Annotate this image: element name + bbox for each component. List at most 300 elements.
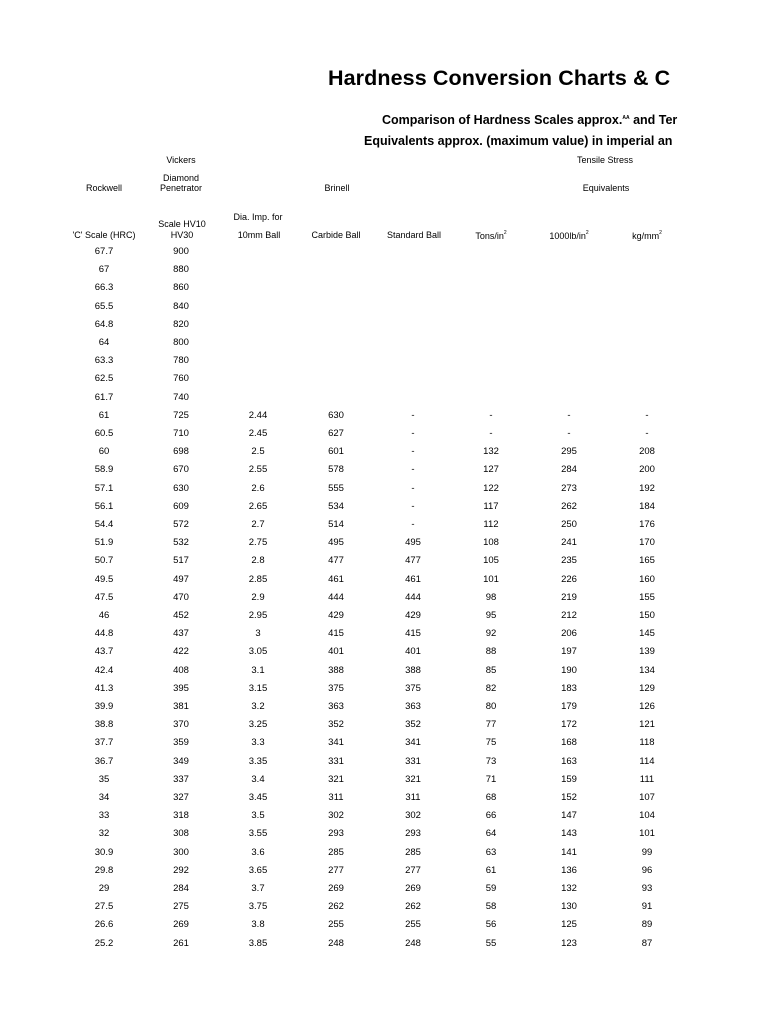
cell-tons: 88 bbox=[485, 646, 497, 658]
table-row bbox=[0, 756, 686, 774]
cell-standard-ball: 429 bbox=[405, 610, 421, 621]
cell-hv: 760 bbox=[173, 373, 189, 385]
cell-hrc: 27.5 bbox=[94, 901, 114, 913]
cell-hv: 349 bbox=[173, 755, 189, 767]
cell-hrc: 57.1 bbox=[94, 482, 114, 494]
cell-kg: 208 bbox=[639, 446, 655, 458]
table-row bbox=[0, 337, 686, 355]
table-row bbox=[0, 938, 686, 956]
cell-dia-imp: 3.35 bbox=[248, 755, 268, 767]
cell-kg: - bbox=[645, 409, 649, 421]
cell-standard-ball: 477 bbox=[405, 555, 421, 567]
cell-kg: 93 bbox=[641, 883, 653, 894]
cell-hrc: 26.6 bbox=[94, 919, 114, 931]
cell-standard-ball: 248 bbox=[405, 937, 421, 949]
cell-dia-imp: 3.8 bbox=[251, 919, 265, 931]
header-equivalents: Equivalents bbox=[582, 183, 630, 193]
cell-hrc: 61.7 bbox=[94, 391, 114, 403]
cell-klb: 159 bbox=[561, 773, 577, 785]
header-dia-imp: Dia. Imp. for bbox=[233, 212, 283, 222]
cell-kg: 170 bbox=[639, 537, 655, 549]
cell-klb: 262 bbox=[561, 500, 577, 512]
table-row bbox=[0, 483, 686, 501]
cell-klb: 226 bbox=[561, 573, 577, 585]
cell-hrc: 54.4 bbox=[94, 519, 114, 530]
cell-carbide-ball: 555 bbox=[328, 482, 344, 494]
cell-tons: 68 bbox=[485, 792, 497, 803]
cell-dia-imp: 2.8 bbox=[251, 555, 265, 567]
cell-carbide-ball: 534 bbox=[328, 500, 344, 512]
cell-dia-imp: 3.55 bbox=[248, 828, 268, 840]
cell-tons: 73 bbox=[485, 755, 497, 767]
cell-standard-ball: 341 bbox=[405, 737, 421, 749]
cell-standard-ball: 277 bbox=[405, 864, 421, 876]
cell-klb: 143 bbox=[561, 828, 577, 840]
cell-hv: 470 bbox=[173, 591, 189, 603]
cell-klb: 183 bbox=[561, 682, 577, 694]
cell-kg: 91 bbox=[641, 901, 653, 913]
cell-carbide-ball: 352 bbox=[328, 719, 344, 731]
cell-hv: 381 bbox=[173, 701, 189, 712]
header-c-scale: 'C' Scale (HRC) bbox=[72, 230, 136, 240]
cell-hv: 327 bbox=[173, 792, 189, 803]
cell-kg: 129 bbox=[639, 682, 655, 694]
cell-standard-ball: 352 bbox=[405, 719, 421, 731]
cell-dia-imp: 3.4 bbox=[251, 773, 265, 785]
cell-klb: 235 bbox=[561, 555, 577, 567]
cell-hrc: 36.7 bbox=[94, 755, 114, 767]
table-row bbox=[0, 847, 686, 865]
cell-carbide-ball: 248 bbox=[328, 937, 344, 949]
cell-hv: 292 bbox=[173, 864, 189, 876]
cell-standard-ball: 311 bbox=[405, 792, 421, 803]
cell-hv: 261 bbox=[173, 937, 189, 949]
cell-tons: 85 bbox=[485, 664, 497, 676]
table-row bbox=[0, 428, 686, 446]
subtitle-comparison-text: Comparison of Hardness Scales approx. bbox=[382, 113, 623, 127]
cell-dia-imp: 2.44 bbox=[248, 409, 268, 421]
cell-hv: 517 bbox=[173, 555, 189, 567]
cell-tons: 132 bbox=[483, 446, 499, 458]
cell-hv: 408 bbox=[173, 664, 189, 676]
cell-dia-imp: 2.75 bbox=[248, 537, 268, 549]
cell-dia-imp: 3.45 bbox=[248, 792, 268, 803]
cell-klb: 219 bbox=[561, 591, 577, 603]
cell-carbide-ball: 269 bbox=[328, 883, 344, 894]
cell-klb: 241 bbox=[561, 537, 577, 549]
cell-tons: 82 bbox=[485, 682, 497, 694]
header-vickers: Vickers bbox=[166, 155, 196, 165]
cell-dia-imp: 3.2 bbox=[251, 701, 265, 712]
cell-standard-ball: 331 bbox=[405, 755, 421, 767]
header-rockwell: Rockwell bbox=[85, 183, 123, 193]
cell-standard-ball: 495 bbox=[405, 537, 421, 549]
cell-hrc: 50.7 bbox=[94, 555, 114, 567]
cell-hrc: 32 bbox=[98, 828, 110, 840]
header-penetrator: Penetrator bbox=[159, 183, 203, 193]
table-row bbox=[0, 610, 686, 628]
cell-tons: 61 bbox=[485, 864, 497, 876]
cell-kg: 114 bbox=[639, 755, 655, 767]
cell-hv: 820 bbox=[173, 318, 189, 330]
cell-kg: 126 bbox=[639, 701, 655, 712]
table-row bbox=[0, 319, 686, 337]
cell-carbide-ball: 285 bbox=[328, 846, 344, 858]
cell-tons: - bbox=[489, 428, 493, 439]
cell-hrc: 25.2 bbox=[94, 937, 114, 949]
cell-carbide-ball: 578 bbox=[328, 464, 344, 476]
cell-klb: 132 bbox=[561, 883, 577, 894]
cell-hv: 370 bbox=[173, 719, 189, 731]
cell-kg: 145 bbox=[639, 628, 655, 640]
cell-hv: 780 bbox=[173, 355, 189, 367]
cell-kg: 160 bbox=[639, 573, 655, 585]
table-row bbox=[0, 464, 686, 482]
cell-klb: 152 bbox=[561, 792, 577, 803]
table-row bbox=[0, 646, 686, 664]
cell-dia-imp: 2.95 bbox=[248, 610, 268, 621]
cell-tons: - bbox=[489, 409, 493, 421]
cell-tons: 63 bbox=[485, 846, 497, 858]
cell-standard-ball: - bbox=[411, 428, 415, 439]
cell-carbide-ball: 627 bbox=[328, 428, 344, 439]
table-row bbox=[0, 537, 686, 555]
cell-kg: 107 bbox=[639, 792, 655, 803]
header-tensile-stress: Tensile Stress bbox=[576, 155, 634, 165]
table-row bbox=[0, 683, 686, 701]
cell-klb: 197 bbox=[561, 646, 577, 658]
cell-hrc: 63.3 bbox=[94, 355, 114, 367]
cell-klb: 141 bbox=[561, 846, 577, 858]
cell-hrc: 44.8 bbox=[94, 628, 114, 640]
cell-klb: 163 bbox=[561, 755, 577, 767]
cell-hrc: 42.4 bbox=[94, 664, 114, 676]
cell-klb: 190 bbox=[561, 664, 577, 676]
cell-standard-ball: 262 bbox=[405, 901, 421, 913]
table-row bbox=[0, 301, 686, 319]
cell-hv: 275 bbox=[173, 901, 189, 913]
cell-standard-ball: - bbox=[411, 500, 415, 512]
header-tons bbox=[475, 230, 506, 241]
cell-hv: 800 bbox=[173, 337, 189, 348]
cell-standard-ball: 388 bbox=[405, 664, 421, 676]
cell-carbide-ball: 331 bbox=[328, 755, 344, 767]
cell-carbide-ball: 302 bbox=[328, 810, 344, 822]
table-row bbox=[0, 774, 686, 792]
cell-hv: 395 bbox=[173, 682, 189, 694]
table-row bbox=[0, 828, 686, 846]
cell-tons: 75 bbox=[485, 737, 497, 749]
cell-dia-imp: 3.1 bbox=[251, 664, 265, 676]
cell-klb: 136 bbox=[561, 864, 577, 876]
cell-carbide-ball: 341 bbox=[328, 737, 344, 749]
cell-hv: 284 bbox=[173, 883, 189, 894]
header-1000lb bbox=[549, 230, 588, 241]
header-scale-hv10: Scale HV10 bbox=[158, 219, 206, 229]
cell-hv: 308 bbox=[173, 828, 189, 840]
subtitle-comparison-superscript: AA bbox=[622, 115, 630, 121]
cell-hv: 497 bbox=[173, 573, 189, 585]
cell-carbide-ball: 514 bbox=[328, 519, 344, 530]
cell-dia-imp: 3.25 bbox=[248, 719, 268, 731]
cell-dia-imp: 2.6 bbox=[251, 482, 265, 494]
cell-kg: 139 bbox=[639, 646, 655, 658]
cell-standard-ball: - bbox=[411, 409, 415, 421]
cell-carbide-ball: 255 bbox=[328, 919, 344, 931]
table-row bbox=[0, 901, 686, 919]
cell-hv: 318 bbox=[173, 810, 189, 822]
header-tons-superscript: 2 bbox=[503, 230, 507, 236]
cell-standard-ball: 255 bbox=[405, 919, 421, 931]
cell-hrc: 51.9 bbox=[94, 537, 114, 549]
cell-hrc: 29.8 bbox=[94, 864, 114, 876]
cell-hrc: 60.5 bbox=[94, 428, 114, 439]
subtitle-comparison bbox=[382, 113, 677, 127]
cell-tons: 71 bbox=[485, 773, 497, 785]
cell-kg: 111 bbox=[639, 773, 655, 785]
subtitle-equivalents: Equivalents approx. (maximum value) in imperial an bbox=[364, 134, 673, 148]
cell-dia-imp: 2.9 bbox=[251, 591, 265, 603]
cell-hv: 532 bbox=[173, 537, 189, 549]
cell-hrc: 49.5 bbox=[94, 573, 114, 585]
cell-hrc: 67 bbox=[98, 264, 110, 276]
cell-dia-imp: 3.6 bbox=[251, 846, 265, 858]
cell-hv: 840 bbox=[173, 300, 189, 312]
cell-tons: 122 bbox=[483, 482, 499, 494]
cell-hrc: 67.7 bbox=[94, 246, 114, 257]
table-row bbox=[0, 919, 686, 937]
cell-tons: 77 bbox=[485, 719, 497, 731]
cell-klb: 250 bbox=[561, 519, 577, 530]
cell-kg: 87 bbox=[641, 937, 653, 949]
cell-hv: 630 bbox=[173, 482, 189, 494]
table-row bbox=[0, 719, 686, 737]
cell-standard-ball: 401 bbox=[405, 646, 421, 658]
cell-dia-imp: 3.85 bbox=[248, 937, 268, 949]
cell-tons: 59 bbox=[485, 883, 497, 894]
cell-carbide-ball: 388 bbox=[328, 664, 344, 676]
cell-carbide-ball: 444 bbox=[328, 591, 344, 603]
table-row bbox=[0, 810, 686, 828]
cell-dia-imp: 2.5 bbox=[251, 446, 265, 458]
table-row bbox=[0, 446, 686, 464]
cell-hrc: 61 bbox=[98, 409, 110, 421]
header-brinell: Brinell bbox=[324, 183, 350, 193]
cell-standard-ball: 363 bbox=[405, 701, 421, 712]
cell-klb: 273 bbox=[561, 482, 577, 494]
subtitle-comparison-tail: and Ter bbox=[629, 113, 678, 127]
table-row bbox=[0, 883, 686, 901]
cell-kg: 200 bbox=[639, 464, 655, 476]
header-diamond: Diamond bbox=[162, 173, 200, 183]
cell-kg: 155 bbox=[639, 591, 655, 603]
header-1000lb-text: 1000lb/in bbox=[549, 231, 586, 241]
cell-hrc: 33 bbox=[98, 810, 110, 822]
cell-tons: 105 bbox=[483, 555, 499, 567]
cell-hrc: 65.5 bbox=[94, 300, 114, 312]
cell-carbide-ball: 461 bbox=[328, 573, 344, 585]
table-row bbox=[0, 373, 686, 391]
cell-standard-ball: 415 bbox=[405, 628, 421, 640]
cell-tons: 101 bbox=[483, 573, 499, 585]
cell-carbide-ball: 401 bbox=[328, 646, 344, 658]
cell-hv: 698 bbox=[173, 446, 189, 458]
cell-tons: 108 bbox=[483, 537, 499, 549]
cell-hv: 422 bbox=[173, 646, 189, 658]
cell-kg: 176 bbox=[639, 519, 655, 530]
cell-carbide-ball: 415 bbox=[328, 628, 344, 640]
cell-standard-ball: 444 bbox=[405, 591, 421, 603]
cell-dia-imp: 3.7 bbox=[251, 883, 265, 894]
cell-hv: 437 bbox=[173, 628, 189, 640]
page-title: Hardness Conversion Charts & C bbox=[328, 66, 671, 90]
cell-kg: - bbox=[645, 428, 649, 439]
cell-klb: 172 bbox=[561, 719, 577, 731]
cell-standard-ball: 293 bbox=[405, 828, 421, 840]
cell-carbide-ball: 321 bbox=[328, 773, 344, 785]
table-row bbox=[0, 355, 686, 373]
table-row bbox=[0, 501, 686, 519]
cell-hv: 359 bbox=[173, 737, 189, 749]
cell-kg: 99 bbox=[641, 846, 653, 858]
cell-carbide-ball: 429 bbox=[328, 610, 344, 621]
cell-klb: 212 bbox=[561, 610, 577, 621]
cell-standard-ball: 269 bbox=[405, 883, 421, 894]
cell-hrc: 39.9 bbox=[94, 701, 114, 712]
cell-hv: 670 bbox=[173, 464, 189, 476]
cell-kg: 96 bbox=[641, 864, 653, 876]
cell-tons: 92 bbox=[485, 628, 497, 640]
cell-hrc: 47.5 bbox=[94, 591, 114, 603]
cell-tons: 64 bbox=[485, 828, 497, 840]
cell-kg: 118 bbox=[639, 737, 655, 749]
cell-hv: 609 bbox=[173, 500, 189, 512]
cell-kg: 192 bbox=[639, 482, 655, 494]
table-row bbox=[0, 701, 686, 719]
cell-carbide-ball: 601 bbox=[328, 446, 344, 458]
cell-dia-imp: 3.75 bbox=[248, 901, 268, 913]
cell-standard-ball: - bbox=[411, 482, 415, 494]
table-row bbox=[0, 574, 686, 592]
table-row bbox=[0, 519, 686, 537]
cell-kg: 89 bbox=[641, 919, 653, 931]
cell-tons: 98 bbox=[485, 591, 497, 603]
cell-dia-imp: 3 bbox=[255, 628, 261, 640]
cell-tons: 112 bbox=[483, 519, 499, 530]
cell-hv: 269 bbox=[173, 919, 189, 931]
cell-klb: - bbox=[567, 428, 571, 439]
cell-klb: 179 bbox=[561, 701, 577, 712]
cell-tons: 80 bbox=[485, 701, 497, 712]
cell-dia-imp: 2.85 bbox=[248, 573, 268, 585]
header-kg-text: kg/mm bbox=[632, 231, 660, 241]
cell-hrc: 37.7 bbox=[94, 737, 114, 749]
cell-standard-ball: - bbox=[411, 464, 415, 476]
table-row bbox=[0, 628, 686, 646]
cell-standard-ball: 375 bbox=[405, 682, 421, 694]
cell-hrc: 58.9 bbox=[94, 464, 114, 476]
table-row bbox=[0, 865, 686, 883]
cell-carbide-ball: 363 bbox=[328, 701, 344, 712]
cell-carbide-ball: 477 bbox=[328, 555, 344, 567]
table-row bbox=[0, 246, 686, 264]
cell-dia-imp: 2.7 bbox=[251, 519, 265, 530]
cell-klb: 295 bbox=[561, 446, 577, 458]
cell-carbide-ball: 277 bbox=[328, 864, 344, 876]
table-row bbox=[0, 282, 686, 300]
cell-dia-imp: 2.65 bbox=[248, 500, 268, 512]
cell-klb: 147 bbox=[561, 810, 577, 822]
cell-hrc: 66.3 bbox=[94, 282, 114, 294]
cell-hv: 337 bbox=[173, 773, 189, 785]
cell-klb: 206 bbox=[561, 628, 577, 640]
table-row bbox=[0, 792, 686, 810]
table-row bbox=[0, 592, 686, 610]
cell-hrc: 43.7 bbox=[94, 646, 114, 658]
table-row bbox=[0, 665, 686, 683]
cell-kg: 184 bbox=[639, 500, 655, 512]
cell-hrc: 29 bbox=[98, 883, 110, 894]
cell-hrc: 41.3 bbox=[94, 682, 114, 694]
cell-dia-imp: 2.45 bbox=[248, 428, 268, 439]
cell-hv: 725 bbox=[173, 409, 189, 421]
cell-tons: 95 bbox=[485, 610, 497, 621]
cell-standard-ball: 321 bbox=[405, 773, 421, 785]
cell-kg: 121 bbox=[639, 719, 655, 731]
cell-kg: 134 bbox=[639, 664, 655, 676]
cell-tons: 55 bbox=[485, 937, 497, 949]
cell-hrc: 35 bbox=[98, 773, 110, 785]
cell-hv: 860 bbox=[173, 282, 189, 294]
cell-kg: 150 bbox=[639, 610, 655, 621]
cell-tons: 56 bbox=[485, 919, 497, 931]
cell-carbide-ball: 262 bbox=[328, 901, 344, 913]
cell-standard-ball: - bbox=[411, 519, 415, 530]
cell-hrc: 64.8 bbox=[94, 318, 114, 330]
table-row bbox=[0, 264, 686, 282]
cell-carbide-ball: 311 bbox=[328, 792, 344, 803]
cell-hv: 900 bbox=[173, 246, 189, 257]
cell-tons: 117 bbox=[483, 500, 499, 512]
cell-tons: 66 bbox=[485, 810, 497, 822]
cell-hrc: 62.5 bbox=[94, 373, 114, 385]
header-carbide-ball: Carbide Ball bbox=[311, 230, 361, 240]
table-row bbox=[0, 392, 686, 410]
cell-hv: 300 bbox=[173, 846, 189, 858]
cell-tons: 58 bbox=[485, 901, 497, 913]
cell-dia-imp: 3.15 bbox=[248, 682, 268, 694]
cell-carbide-ball: 630 bbox=[328, 409, 344, 421]
header-tons-text: Tons/in bbox=[475, 231, 504, 241]
cell-hrc: 56.1 bbox=[94, 500, 114, 512]
cell-dia-imp: 2.55 bbox=[248, 464, 268, 476]
cell-dia-imp: 3.3 bbox=[251, 737, 265, 749]
table-row bbox=[0, 555, 686, 573]
cell-hrc: 38.8 bbox=[94, 719, 114, 731]
cell-tons: 127 bbox=[483, 464, 499, 476]
header-10mm-ball: 10mm Ball bbox=[237, 230, 281, 240]
cell-carbide-ball: 495 bbox=[328, 537, 344, 549]
cell-hrc: 46 bbox=[98, 610, 110, 621]
table-row bbox=[0, 410, 686, 428]
header-1000lb-superscript: 2 bbox=[585, 230, 589, 236]
cell-dia-imp: 3.05 bbox=[248, 646, 268, 658]
header-kg bbox=[632, 230, 662, 241]
cell-klb: 130 bbox=[561, 901, 577, 913]
cell-carbide-ball: 375 bbox=[328, 682, 344, 694]
header-kg-superscript: 2 bbox=[659, 230, 662, 236]
cell-klb: - bbox=[567, 409, 571, 421]
